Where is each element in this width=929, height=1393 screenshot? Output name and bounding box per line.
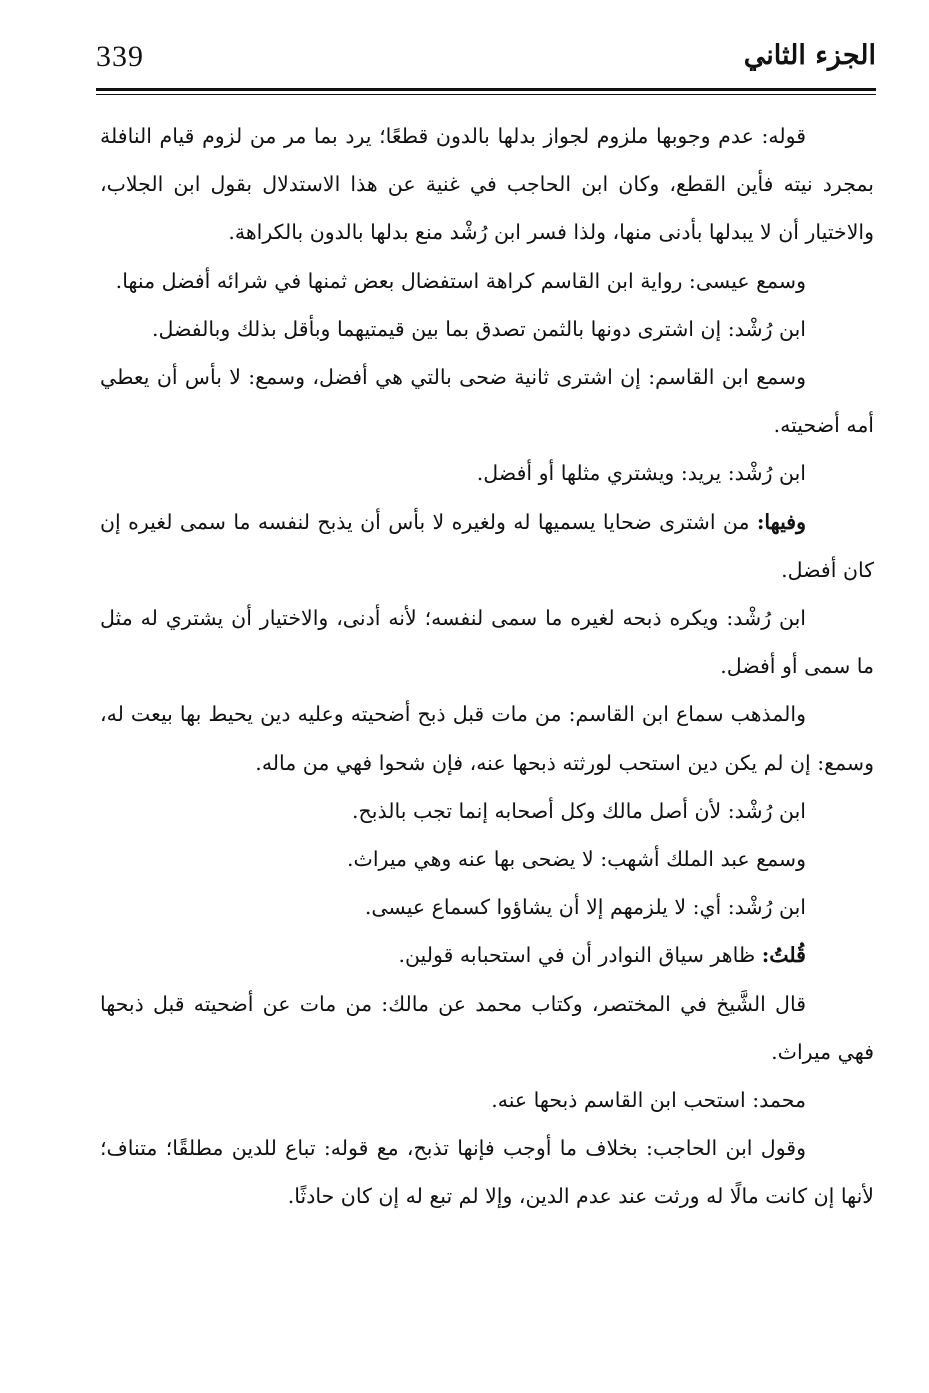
paragraph: وسمع ابن القاسم: إن اشترى ثانية ضحى بالتي هي أفضل، وسمع: لا بأس أن يعطي أمه أضحيته. (100, 365, 874, 438)
paragraph: قال الشَّيخ في المختصر، وكتاب محمد عن مالك: من مات عن أضحيته قبل ذبحها فهي ميراث. (100, 991, 874, 1064)
paragraph: ابن رُشْد: يريد: ويشتري مثلها أو أفضل. (476, 461, 806, 486)
paragraph: وقول ابن الحاجب: بخلاف ما أوجب فإنها تذبح، مع قوله: تباع للدين مطلقًا؛ متناف؛ لأنها إن كانت مالًا له ورثت عند عدم الدين، وإلا لم تبع له إن كان حادثًا. (100, 1136, 874, 1209)
paragraph: والمذهب سماع ابن القاسم: من مات قبل ذبح أضحيته وعليه دين يحيط بها بيعت له، وسمع: إن لم يكن دين استحب لورثته ذبحها عنه، فإن شحوا فهي من ماله. (100, 702, 874, 775)
body-text (100, 112, 874, 1221)
running-title: الجزء الثاني (743, 40, 876, 71)
page-header (96, 38, 876, 84)
paragraph: وسمع عبد الملك أشهب: لا يضحى بها عنه وهي ميراث. (347, 847, 806, 872)
paragraph: ابن رُشْد: أي: لا يلزمهم إلا أن يشاؤوا كسماع عيسى. (364, 895, 806, 920)
paragraph: قُلتُ: ظاهر سياق النوادر أن في استحبابه قولين. (398, 943, 806, 968)
paragraph: ابن رُشْد: ويكره ذبحه لغيره ما سمى لنفسه؛ لأنه أدنى، والاختيار أن يشتري له مثل ما سمى أو أفضل. (100, 606, 874, 679)
header-rule-thick (96, 88, 876, 91)
header-rule-thin (96, 94, 876, 95)
paragraph: محمد: استحب ابن القاسم ذبحها عنه. (491, 1088, 806, 1113)
paragraph: ابن رُشْد: إن اشترى دونها بالثمن تصدق بما بين قيمتيهما وبأقل بذلك وبالفضل. (151, 316, 806, 341)
paragraph: وسمع عيسى: رواية ابن القاسم كراهة استفضال بعض ثمنها في شرائه أفضل منها. (115, 268, 806, 293)
page-number: 339 (96, 40, 144, 73)
paragraph: قوله: عدم وجوبها ملزوم لجواز بدلها بالدون قطعًا؛ يرد بما مر من لزوم قيام النافلة بمجرد نيته فأين القطع، وكان ابن الحاجب في غنية عن هذا الاستدلال بقول ابن الجلاب، والاختيار أن لا يبدلها بأدنى منها، ولذا فسر ابن رُشْد منع بدلها بالدون بالكراهة. (100, 124, 874, 245)
paragraph: ابن رُشْد: لأن أصل مالك وكل أصحابه إنما تجب بالذبح. (352, 798, 806, 823)
paragraph: وفيها: من اشترى ضحايا يسميها له ولغيره لا بأس أن يذبح لنفسه ما سمى لغيره إن كان أفضل. (100, 509, 874, 582)
